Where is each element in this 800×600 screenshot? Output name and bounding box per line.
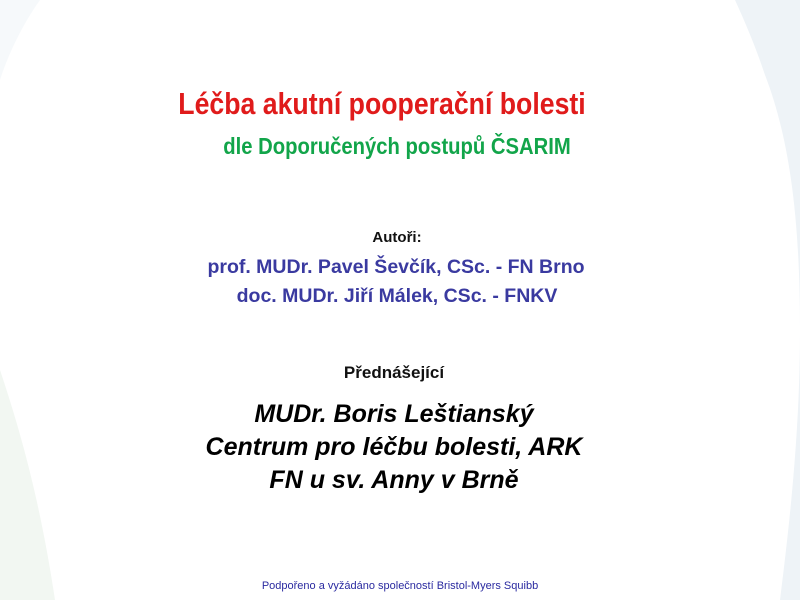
slide-title: Léčba akutní pooperační bolesti — [178, 86, 586, 121]
presenter-department: Centrum pro léčbu bolesti, ARK — [205, 433, 583, 461]
slide-subtitle: dle Doporučených postupů ČSARIM — [223, 133, 571, 159]
authors-label: Autoři: — [372, 229, 422, 246]
presenter-label: Přednášející — [343, 363, 445, 382]
sponsor-footer: Podpořeno a vyžádáno společností Bristol-Myers Squibb — [261, 580, 539, 592]
presenter-institution: FN u sv. Anny v Brně — [269, 466, 519, 494]
author-line: doc. MUDr. Jiří Málek, CSc. - FNKV — [236, 285, 558, 307]
presenter-name: MUDr. Boris Leštianský — [254, 400, 534, 428]
author-line: prof. MUDr. Pavel Ševčík, CSc. - FN Brno — [207, 256, 585, 278]
